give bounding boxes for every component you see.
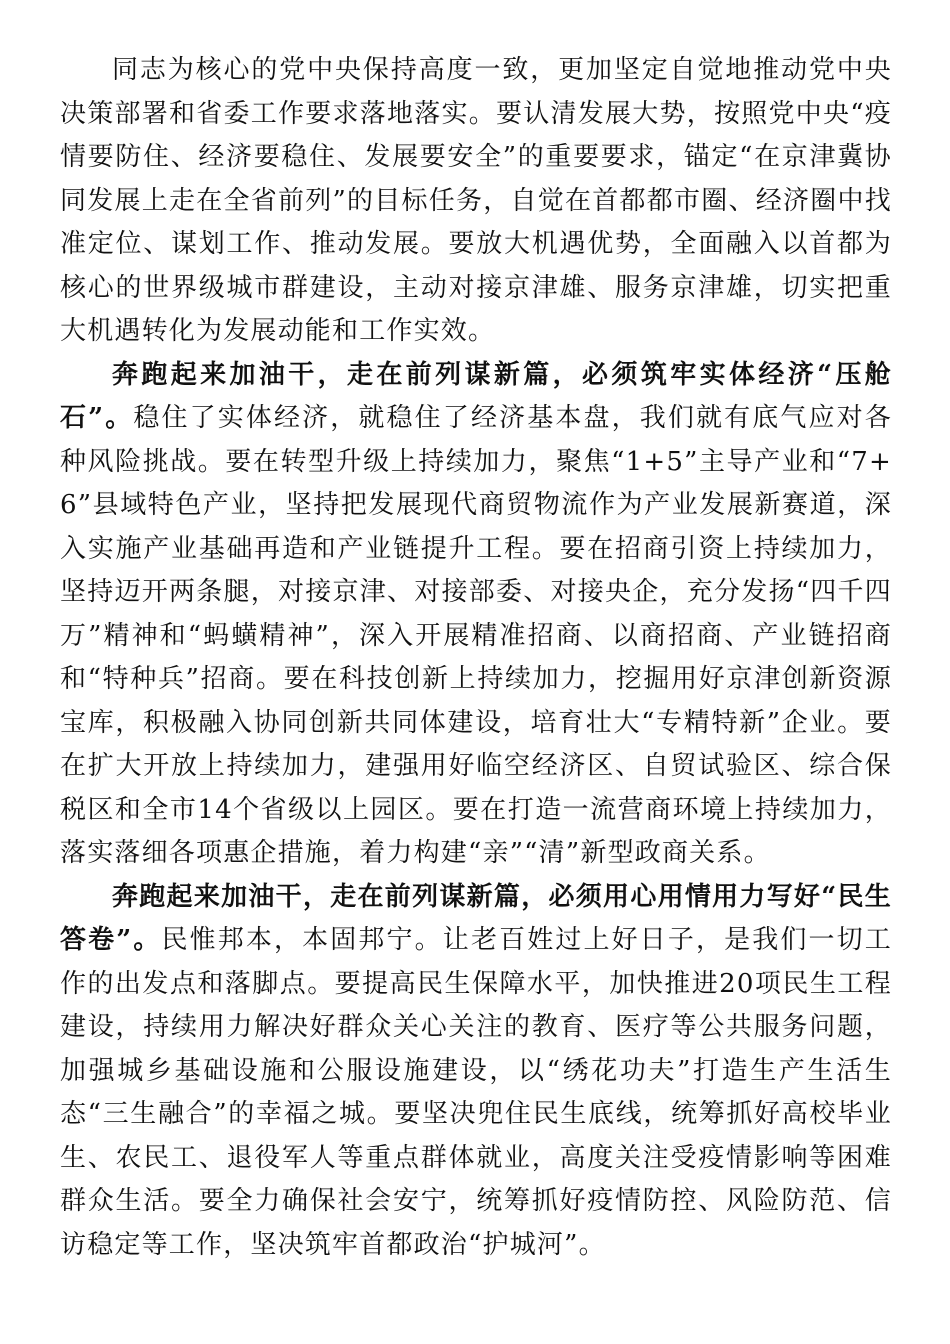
paragraph-3: [60, 876, 892, 1268]
paragraph-3-text: 民惟邦本，本固邦宁。让老百姓过上好日子，是我们一切工作的出发点和落脚点。要提高民生保障水平，加快推进20项民生工程建设，持续用力解决好群众关心关注的教育、医疗等公共服务问题，加强城乡基础设施和公服设施建设，以“绣花功夫”打造生产生活生态“三生融合”的幸福之城。要坚决兜住民生底线，统筹抓好高校毕业生、农民工、退役军人等重点群体就业，高度关注受疫情影响等困难群众生活。要全力确保社会安宁，统筹抓好疫情防控、风险防范、信访稳定等工作，坚决筑牢首都政治“护城河”。: [60, 925, 892, 1260]
paragraph-1: [60, 49, 892, 354]
paragraph-3-lead: 奔跑起来加油干，走在前列谋新篇，必须用心用情用力写好“民生答卷”。: [60, 881, 892, 955]
paragraph-1-text: 同志为核心的党中央保持高度一致，更加坚定自觉地推动党中央决策部署和省委工作要求落地落实。要认清发展大势，按照党中央“疫情要防住、经济要稳住、发展要安全”的重要要求，锚定“在京津冀协同发展上走在全省前列”的目标任务，自觉在首都都市圈、经济圈中找准定位、谋划工作、推动发展。要放大机遇优势，全面融入以首都为核心的世界级城市群建设，主动对接京津雄、服务京津雄，切实把重大机遇转化为发展动能和工作实效。: [60, 55, 892, 346]
paragraph-2-text: 稳住了实体经济，就稳住了经济基本盘，我们就有底气应对各种风险挑战。要在转型升级上持续加力，聚焦“1+5”主导产业和“7+6”县域特色产业，坚持把发展现代商贸物流作为产业发展新赛道，深入实施产业基础再造和产业链提升工程。要在招商引资上持续加力，坚持迈开两条腿，对接京津、对接部委、对接央企，充分发扬“四千四万”精神和“蚂蟥精神”，深入开展精准招商、以商招商、产业链招商和“特种兵”招商。要在科技创新上持续加力，挖掘用好京津创新资源宝库，积极融入协同创新共同体建设，培育壮大“专精特新”企业。要在扩大开放上持续加力，建强用好临空经济区、自贸试验区、综合保税区和全市14个省级以上园区。要在打造一流营商环境上持续加力，落实落细各项惠企措施，着力构建“亲”“清”新型政商关系。: [60, 403, 892, 868]
document-page: [60, 49, 892, 1267]
paragraph-2: [60, 354, 892, 876]
paragraph-2-lead: 奔跑起来加油干，走在前列谋新篇，必须筑牢实体经济“压舱石”。: [60, 359, 892, 433]
